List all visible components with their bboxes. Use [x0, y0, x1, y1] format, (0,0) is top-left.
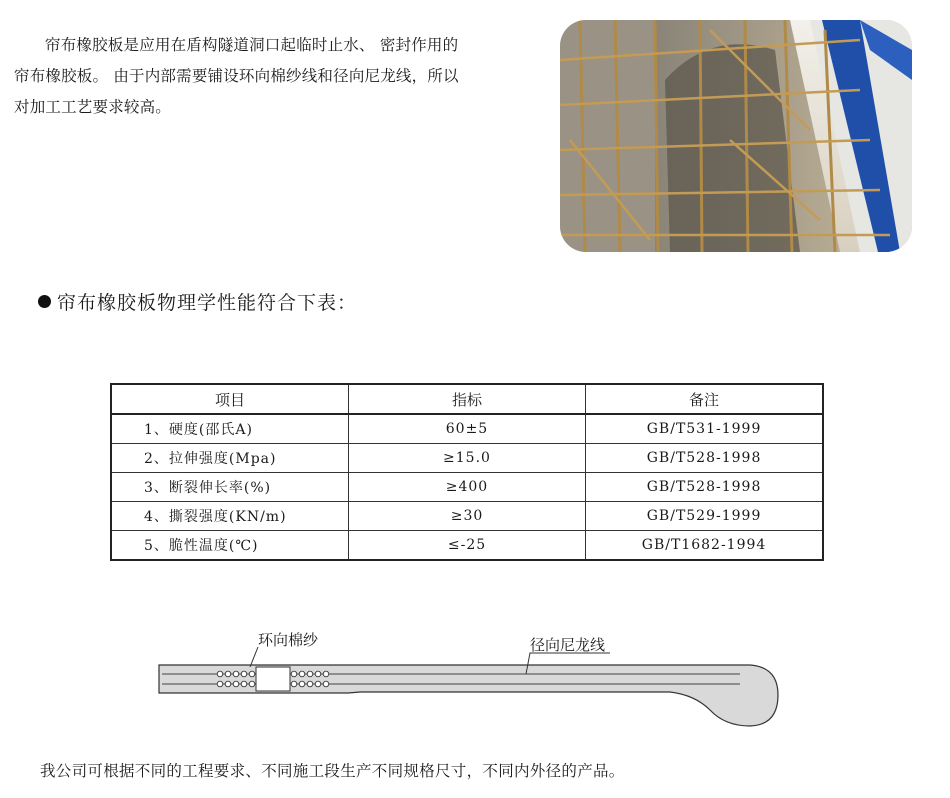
intro-paragraph: [14, 30, 534, 123]
table-row: [111, 531, 823, 561]
header-remark: 备注: [586, 384, 823, 414]
cotton-insert: [256, 667, 290, 691]
row-standard: GB/T1682-1994: [586, 531, 823, 561]
table-row: [111, 502, 823, 531]
footer-note: 我公司可根据不同的工程要求、不同施工段生产不同规格尺寸，不同内外径的产品。: [40, 762, 625, 780]
table-header-row: [111, 384, 823, 414]
section-heading: [38, 288, 357, 315]
row-value: ≥400: [348, 473, 585, 502]
row-item: 2、拉伸强度(Mpa): [111, 444, 348, 473]
row-item: 1、硬度(邵氏A): [111, 414, 348, 444]
photo-illustration: [560, 20, 912, 252]
intro-line-1: [14, 30, 534, 61]
header-item: 项目: [111, 384, 348, 414]
row-item: 4、撕裂强度(KN/m): [111, 502, 348, 531]
bullet-icon: [38, 295, 51, 308]
row-item: 3、断裂伸长率(%): [111, 473, 348, 502]
cotton-thread-label: 环向棉纱: [258, 631, 319, 649]
intro-line-3: 对加工工艺要求较高。: [14, 98, 172, 116]
row-value: ≥15.0: [348, 444, 585, 473]
row-value: ≥30: [348, 502, 585, 531]
row-standard: GB/T529-1999: [586, 502, 823, 531]
tunnel-construction-photo: [560, 20, 912, 252]
rubber-plate-cross-section-diagram: [150, 625, 790, 735]
nylon-thread-label: 径向尼龙线: [530, 636, 606, 654]
table-row: [111, 473, 823, 502]
row-standard: GB/T528-1998: [586, 444, 823, 473]
row-item: 5、脆性温度(℃): [111, 531, 348, 561]
row-standard: GB/T531-1999: [586, 414, 823, 444]
table-row: [111, 444, 823, 473]
row-value: 60±5: [348, 414, 585, 444]
cotton-leader-line: [250, 647, 258, 667]
table-row: [111, 414, 823, 444]
row-standard: GB/T528-1998: [586, 473, 823, 502]
row-value: ≤-25: [348, 531, 585, 561]
intro-line-2: 帘布橡胶板。 由于内部需要铺设环向棉纱线和径向尼龙线，所以: [14, 67, 459, 85]
header-index: 指标: [348, 384, 585, 414]
properties-table: [110, 383, 824, 561]
intro-line-1-text: 帘布橡胶板是应用在盾构隧道洞口起临时止水、 密封作用的: [45, 36, 459, 54]
section-heading-text: 帘布橡胶板物理学性能符合下表：: [57, 292, 358, 314]
